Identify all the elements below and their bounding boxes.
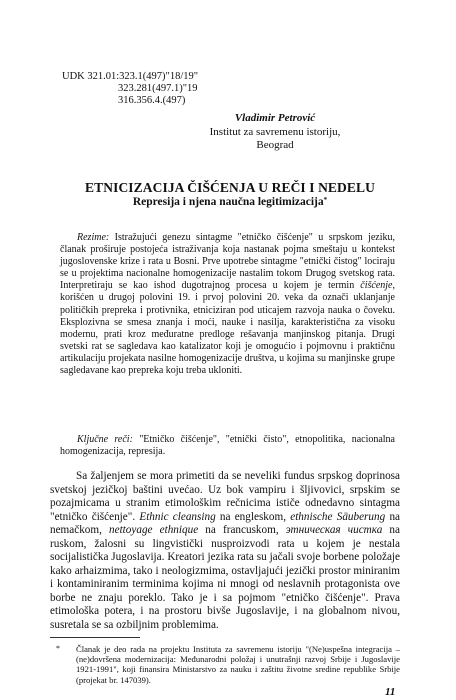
article-subtitle — [50, 196, 410, 208]
body-text-a: Sa žaljenjem se mora primetiti da se neveliki fundus srpskog doprinosa svetskoj jezičkoj baštini uvećao. Uz bok vampiru i šljivovici, srpskim se pozajmicama u stranim etimološkim rečnicima ističe odnedavno sintagma "etničko čišćenje". — [50, 470, 400, 523]
subtitle-text: Represija i njena naučna legitimizacija — [132, 196, 324, 208]
body-text-e: na ruskom, žalosni su lingvistički nusproizvodi rata u kojem je nestala socijalistička Jugoslavija. Kreatori jezika rata su jačali svoje borbene položaje kako arhaizmima, tako i neologizmima, ostavljajući jezički prostor miniranim i kontaminiranim terminima kojima ni mnogi od neslavnih protagonista ove borbe ne znaju poreklo. Tako je i sa pojmom "etničko čišćenje". Prava etimološka potera, i na prostoru bivše Jugoslavije, i na globalnom nivou, susretala se sa ozbiljnim problemima. — [50, 524, 400, 632]
article-title: ETNICIZACIJA ČIŠĆENJA U REČI I NEDELU — [85, 180, 375, 195]
abstract-text-a: Istražujući genezu sintagme "etničko čišćenje" u srpskom jeziku, članak proširuje postojeća istraživanja koja nastanak pojma smeštaju u kontekst jugoslovenske krize i rata u Bosni. Prve upotrebe sintagme "etnički čistog" lociraju se u projektima nacionalne homogenizacije nastalim tokom Drugog svetskog rata. Interpretiraju se kao ishod dugotrajnog procesa u kojem je termin — [60, 232, 395, 292]
term-russian: этническая чистка — [285, 524, 383, 537]
abstract — [60, 232, 395, 377]
udk-line-1: UDK 321.01:323.1(497)"18/19" — [62, 71, 199, 82]
body-text-b: na engleskom, — [215, 510, 291, 523]
keywords-text: "Etničko čišćenje", "etnički čisto", etnopolitika, nacionalna homogenizacija, represija. — [60, 434, 395, 458]
udk-classification — [62, 71, 198, 107]
keywords — [60, 434, 395, 458]
body-text-c: na nemačkom, — [50, 510, 400, 537]
abstract-term: čišćenje — [360, 280, 393, 292]
footnote-divider — [50, 637, 140, 638]
term-german: ethnische Säuberung — [290, 510, 386, 523]
author-institution: Institut za savremenu istoriju, — [209, 125, 341, 138]
footnote — [50, 644, 400, 685]
body-text-d: na francuskom, — [198, 524, 286, 537]
udk-line-3: 316.356.4.(497) — [118, 95, 186, 106]
author-block — [160, 112, 390, 153]
keywords-label: Ključne reči: — [77, 434, 133, 445]
author-name: Vladimir Petrović — [234, 112, 316, 124]
abstract-text-b: , korišćen u drugoj polovini 19. i prvoj polovini 20. veka da označi uklanjanje političkih prepreka i protivnika, etniciziran pod uticajem razvoja nauka o čoveku. Eksplozivna se smesa znanja i moći, nauke i nasilja, karakteristična za visoku modernu, prati kroz međuratne predloge rešavanja manjinskog pitanja. Drugi svetski rat se sagledava kao katalizator koji je omogućio i pojmovnu i praktičnu artikulaciju projekata nasilne homogenizacije društva, u kojima su manjinske grupe sagledavane kao prepreka koju treba ukloniti. — [60, 280, 395, 377]
author-city: Beograd — [256, 139, 294, 151]
term-english: Ethnic cleansing — [139, 510, 216, 523]
term-french: nettoyage ethnique — [109, 524, 199, 537]
udk-line-2: 323.281(497.1)"19 — [118, 83, 198, 94]
page-number: 11 — [385, 686, 396, 698]
subtitle-footnote-mark: * — [323, 196, 328, 204]
body-paragraph — [50, 470, 400, 633]
footnote-text: Članak je deo rada na projektu Instituta za savremenu istoriju "(Ne)uspešna integracija – (ne)dovršena modernizacija: Međunarodni položaj i unutrašnji razvoj Srbije i Jugoslavije 1921-1991", koji finansira Ministarstvo za nauku i zaštitu životne sredine republike Srbije (projekat br. 147039). — [76, 644, 400, 685]
footnote-mark: * — [56, 644, 60, 653]
abstract-label: Rezime: — [77, 232, 110, 243]
